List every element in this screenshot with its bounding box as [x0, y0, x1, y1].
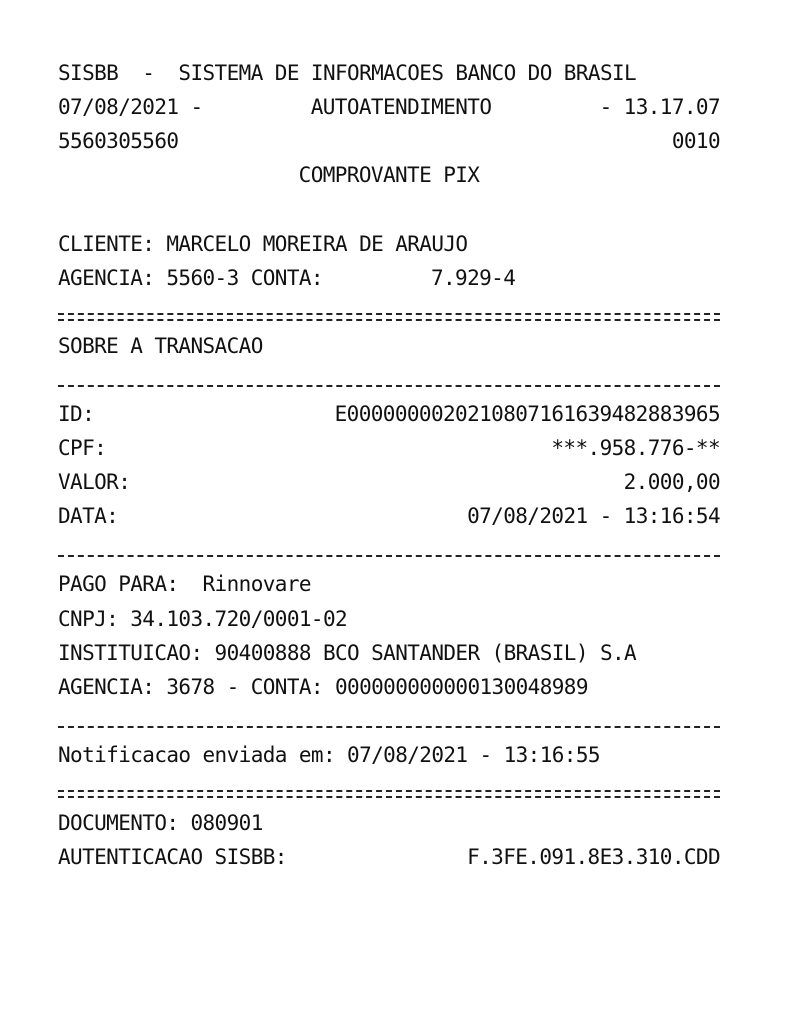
double-divider	[58, 295, 720, 329]
notification-row	[58, 738, 720, 772]
notification-text: Notificacao enviada em: 07/08/2021 - 13:16:55	[58, 742, 600, 767]
client-account-number: 7.929-4	[430, 265, 516, 290]
data-label: DATA:	[58, 504, 119, 529]
id-value: E0000000020210807161639482883965	[334, 401, 720, 426]
cnpj-row	[58, 602, 720, 636]
header-date: 07/08/2021 -	[58, 95, 203, 120]
pago-para-text: PAGO PARA: Rinnovare	[58, 572, 311, 597]
terminal-code: 0010	[671, 129, 720, 154]
system-title-text: SISBB - SISTEMA DE INFORMACOES BANCO DO BRASIL	[58, 61, 637, 86]
autenticacao-label: AUTENTICACAO SISBB:	[58, 845, 287, 870]
transaction-id-row	[58, 397, 720, 431]
date-time-row	[58, 90, 720, 124]
payee-account-text: AGENCIA: 3678 - CONTA: 000000000000130048989	[58, 674, 588, 699]
receipt-title	[58, 158, 720, 192]
spacer	[58, 192, 720, 226]
transaction-section-text: SOBRE A TRANSACAO	[58, 333, 263, 358]
dashed-divider	[58, 533, 720, 567]
header-service: AUTOATENDIMENTO	[310, 95, 492, 120]
double-divider	[58, 772, 720, 806]
dashed-divider	[58, 704, 720, 738]
header-time: - 13.17.07	[599, 95, 720, 120]
transaction-section-title	[58, 329, 720, 363]
documento-text: DOCUMENTO: 080901	[58, 811, 263, 836]
receipt-title-text: COMPROVANTE PIX	[298, 163, 480, 188]
documento-row	[58, 806, 720, 840]
data-row	[58, 499, 720, 533]
cpf-value: ***.958.776-**	[551, 436, 720, 461]
client-agency-label: AGENCIA: 5560-3 CONTA:	[58, 265, 323, 290]
cnpj-text: CNPJ: 34.103.720/0001-02	[58, 606, 348, 631]
instituicao-text: INSTITUICAO: 90400888 BCO SANTANDER (BRASIL) S.A	[58, 640, 637, 665]
terminal-number: 5560305560	[58, 129, 179, 154]
client-name: CLIENTE: MARCELO MOREIRA DE ARAUJO	[58, 231, 468, 256]
cpf-row	[58, 431, 720, 465]
id-label: ID:	[58, 401, 95, 426]
pix-receipt	[58, 56, 720, 874]
pago-para-row	[58, 567, 720, 601]
valor-label: VALOR:	[58, 470, 131, 495]
autenticacao-row	[58, 840, 720, 874]
data-value: 07/08/2021 - 13:16:54	[467, 504, 720, 529]
payee-account-row	[58, 670, 720, 704]
valor-row	[58, 465, 720, 499]
autenticacao-value: F.3FE.091.8E3.310.CDD	[467, 845, 720, 870]
client-account-row	[58, 261, 720, 295]
dashed-divider	[58, 363, 720, 397]
valor-value: 2.000,00	[623, 470, 720, 495]
client-name-row	[58, 226, 720, 260]
cpf-label: CPF:	[58, 436, 107, 461]
terminal-row	[58, 124, 720, 158]
bank-system-title	[58, 56, 720, 90]
instituicao-row	[58, 636, 720, 670]
